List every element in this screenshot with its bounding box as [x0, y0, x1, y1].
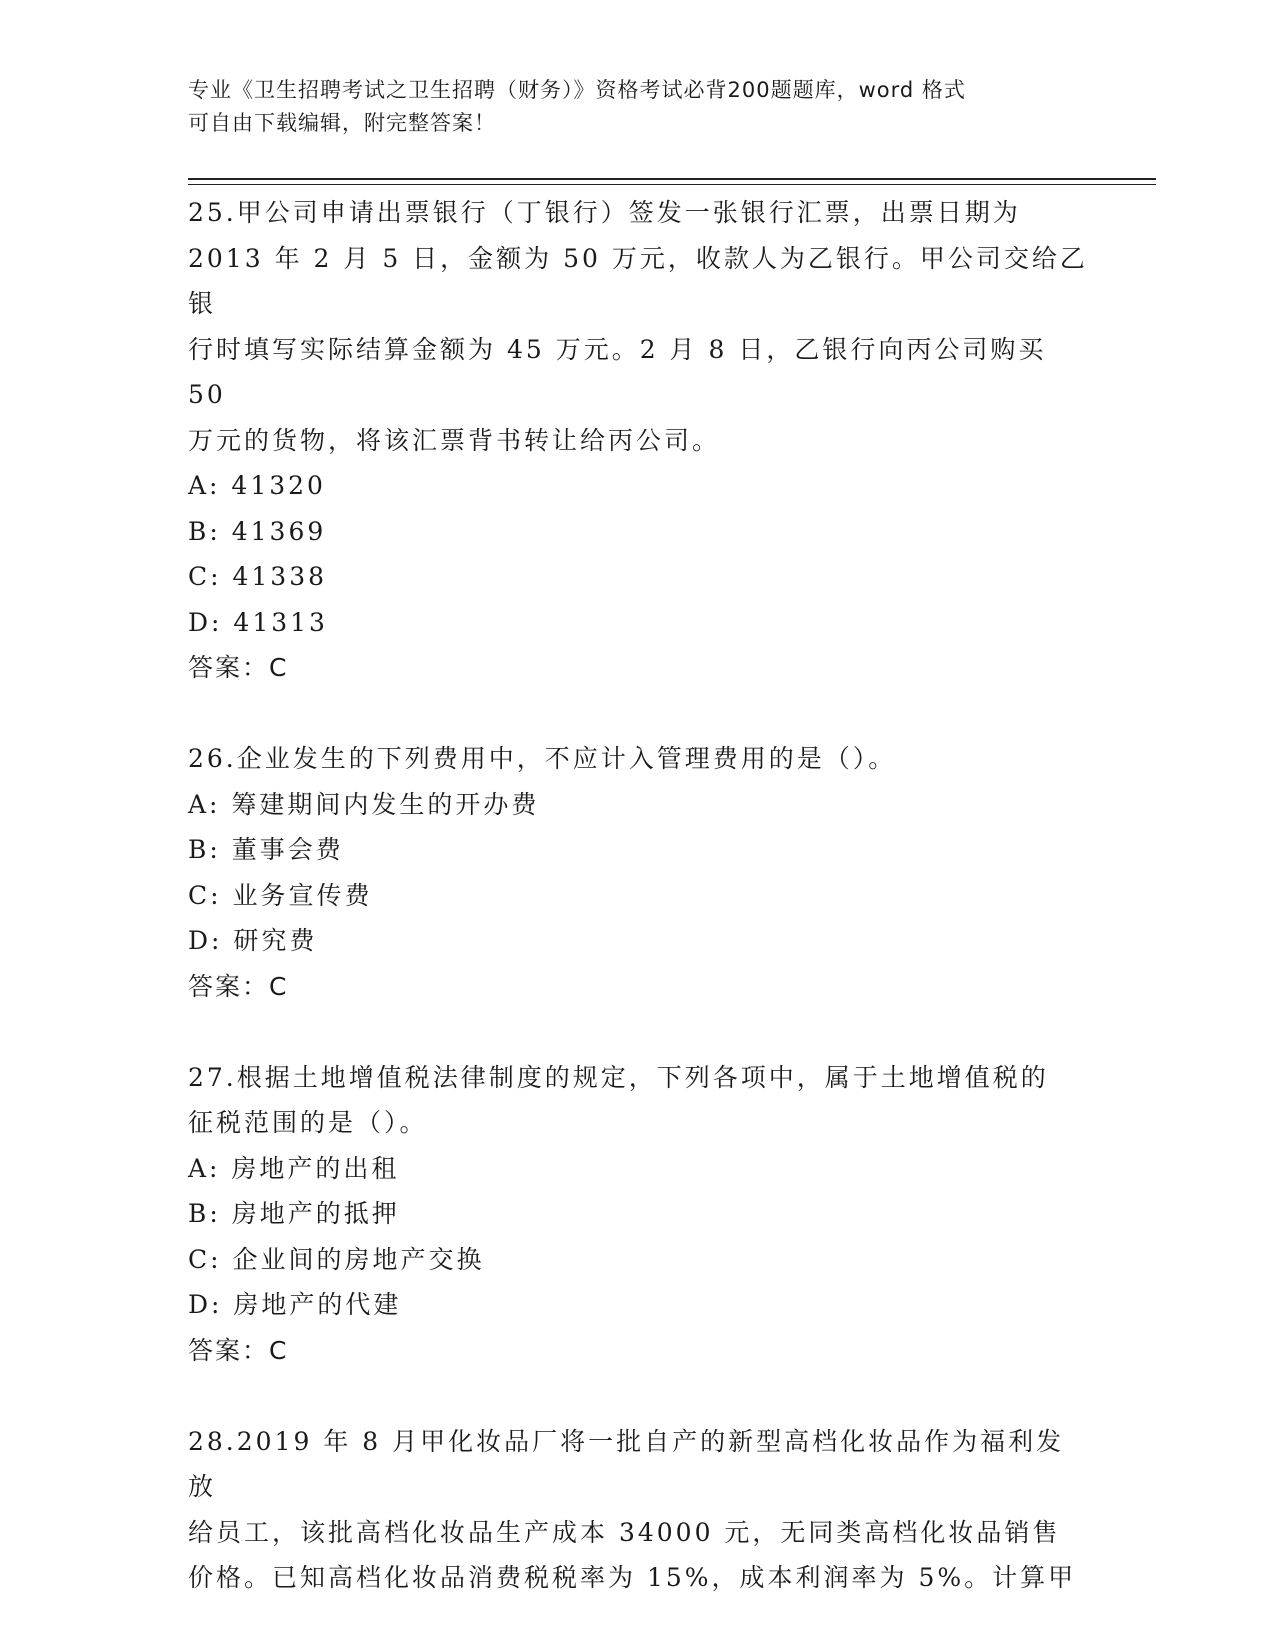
- option-a: A: 房地产的出租: [188, 1153, 400, 1183]
- option-b: B: 房地产的抵押: [188, 1199, 400, 1228]
- option-d: D: 研究费: [188, 926, 318, 955]
- answer-line: 答案：C: [188, 653, 289, 682]
- question-list: [188, 190, 1088, 1601]
- question-spacer: [188, 691, 1088, 737]
- header-line-2: 可自由下载编辑，附完整答案！: [188, 111, 496, 135]
- question-spacer: [188, 1373, 1088, 1419]
- question-stem-line: 行时填写实际结算金额为 45 万元。2 月 8 日，乙银行向丙公司购买 50: [188, 334, 1047, 409]
- question-stem-line: 26.企业发生的下列费用中，不应计入管理费用的是（）。: [188, 744, 897, 773]
- option-b: B: 董事会费: [188, 835, 344, 864]
- answer-line: 答案：C: [188, 1335, 289, 1365]
- option-b: B: 41369: [188, 516, 327, 546]
- question-stem-line: 万元的货物，将该汇票背书转让给丙公司。: [188, 425, 721, 455]
- question-25: [188, 190, 1088, 691]
- header-divider-thick: [188, 178, 1156, 180]
- question-stem-line: 给员工，该批高档化妆品生产成本 34000 元，无同类高档化妆品销售: [188, 1517, 1061, 1547]
- question-stem-line: 28.2019 年 8 月甲化妆品厂将一批自产的新型高档化妆品作为福利发放: [188, 1426, 1065, 1501]
- question-26: [188, 736, 1088, 1009]
- option-a: A: 41320: [188, 471, 326, 500]
- document-header: [188, 74, 1088, 140]
- option-d: D: 房地产的代建: [188, 1290, 402, 1319]
- option-d: D: 41313: [188, 607, 328, 637]
- question-stem-line: 2013 年 2 月 5 日，金额为 50 万元，收款人为乙银行。甲公司交给乙银: [188, 243, 1088, 318]
- header-line-1: 专业《卫生招聘考试之卫生招聘（财务）》资格考试必背200题题库，word 格式: [188, 78, 966, 102]
- question-stem-line: 25.甲公司申请出票银行（丁银行）签发一张银行汇票，出票日期为: [188, 198, 1021, 227]
- question-stem-line: 征税范围的是（）。: [188, 1108, 428, 1137]
- question-28: [188, 1419, 1088, 1601]
- option-c: C: 企业间的房地产交换: [188, 1244, 485, 1274]
- option-c: C: 41338: [188, 562, 328, 591]
- option-a: A: 筹建期间内发生的开办费: [188, 789, 540, 819]
- answer-line: 答案：C: [188, 971, 289, 1001]
- question-stem-line: 价格。已知高档化妆品消费税税率为 15%，成本利润率为 5%。计算甲: [188, 1563, 1077, 1592]
- question-spacer: [188, 1009, 1088, 1055]
- question-27: [188, 1055, 1088, 1374]
- option-c: C: 业务宣传费: [188, 880, 373, 910]
- question-stem-line: 27.根据土地增值税法律制度的规定，下列各项中，属于土地增值税的: [188, 1062, 1049, 1092]
- header-divider-thin: [188, 184, 1156, 185]
